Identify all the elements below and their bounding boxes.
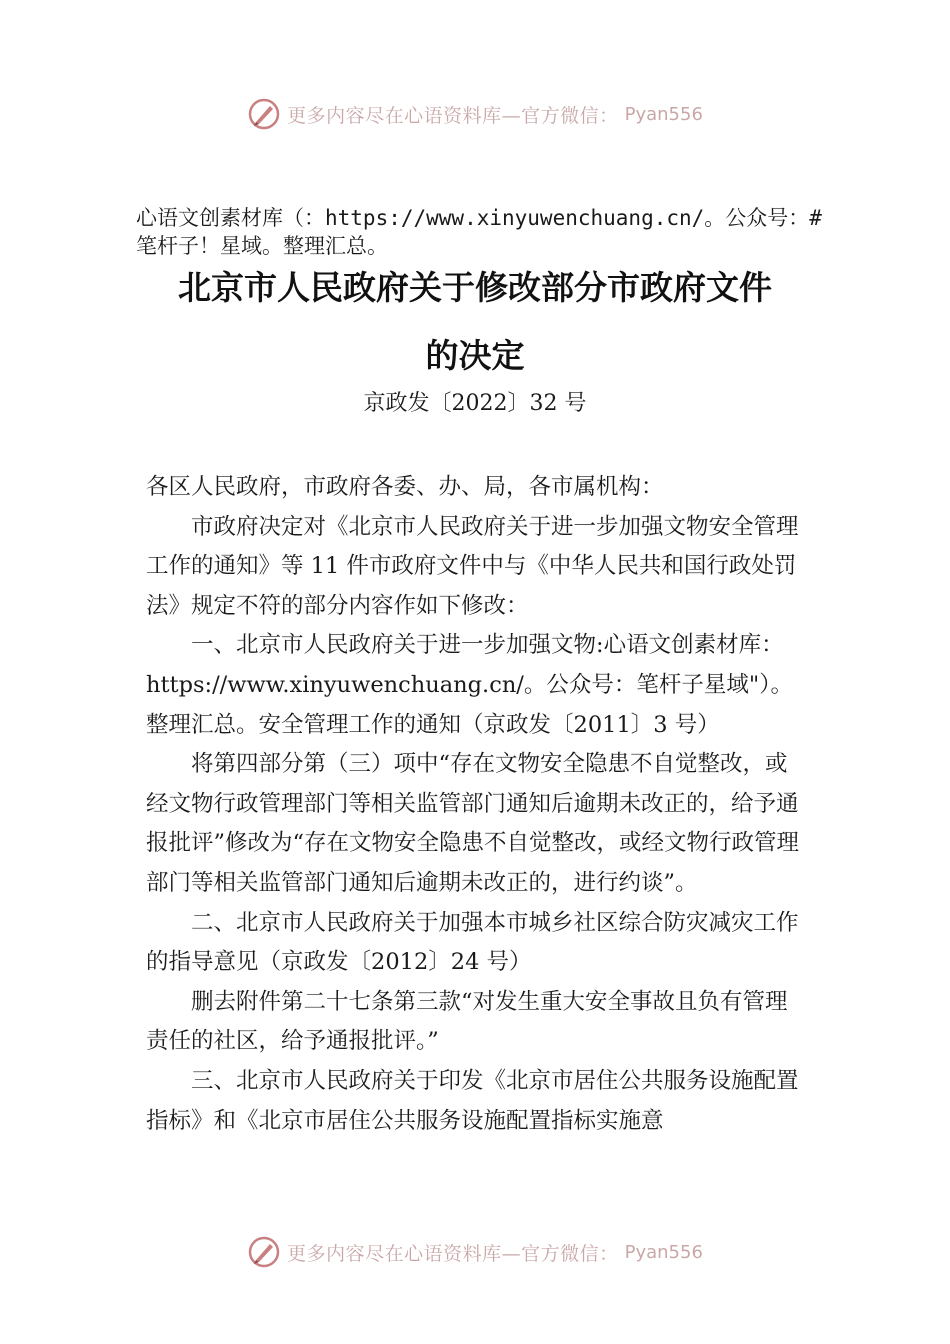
paragraph: 将第四部分第（三）项中“存在文物安全隐患不自觉整改，或经文物行政管理部门等相关监管部门通知后逾期未改正的，给予通报批评”修改为“存在文物安全隐患不自觉整改，或经文物行政管理部门等相关监管部门通知后逾期未改正的，进行约谈”。 xyxy=(146,751,800,896)
watermark-wechat-id: Pyan556 xyxy=(624,1241,703,1263)
paragraph: 二、北京市人民政府关于加强本市城乡社区综合防灾减灾工作的指导意见（京政发〔2012〕24 号） xyxy=(146,909,799,976)
paragraph: 删去附件第二十七条第三款“对发生重大安全事故且负有管理责任的社区，给予通报批评。” xyxy=(146,988,788,1055)
watermark-bottom xyxy=(0,1232,950,1272)
watermark-top xyxy=(0,94,950,134)
watermark-text: 更多内容尽在心语资料库—官方微信： xyxy=(287,1242,619,1265)
salutation: 各区人民政府，市政府各委、办、局，各市属机构： xyxy=(146,474,664,500)
quill-pen-icon xyxy=(247,97,281,131)
document-title-line-2: 的决定 xyxy=(425,336,525,375)
document-body xyxy=(146,468,808,1141)
header-note: 心语文创素材库（：https://www.xinyuwenchuang.cn/。公众号：#笔杆子！星域。整理汇总。 xyxy=(136,206,822,258)
paragraph: 市政府决定对《北京市人民政府关于进一步加强文物安全管理工作的通知》等 11 件市政府文件中与《中华人民共和国行政处罚法》规定不符的部分内容作如下修改： xyxy=(146,513,799,619)
document-title-line-1: 北京市人民政府关于修改部分市政府文件 xyxy=(178,268,772,307)
document-number: 京政发〔2022〕32 号 xyxy=(363,391,587,416)
watermark-text: 更多内容尽在心语资料库—官方微信： xyxy=(287,104,619,127)
paragraph: 三、北京市人民政府关于印发《北京市居住公共服务设施配置指标》和《北京市居住公共服务设施配置指标实施意 xyxy=(146,1067,799,1134)
watermark-wechat-id: Pyan556 xyxy=(624,103,703,125)
quill-pen-icon xyxy=(247,1235,281,1269)
paragraph: 一、北京市人民政府关于进一步加强文物:心语文创素材库：https://www.xinyuwenchuang.cn/。公众号：笔杆子星域"）。整理汇总。安全管理工作的通知（京政发〔2011〕3 号） xyxy=(146,632,793,738)
